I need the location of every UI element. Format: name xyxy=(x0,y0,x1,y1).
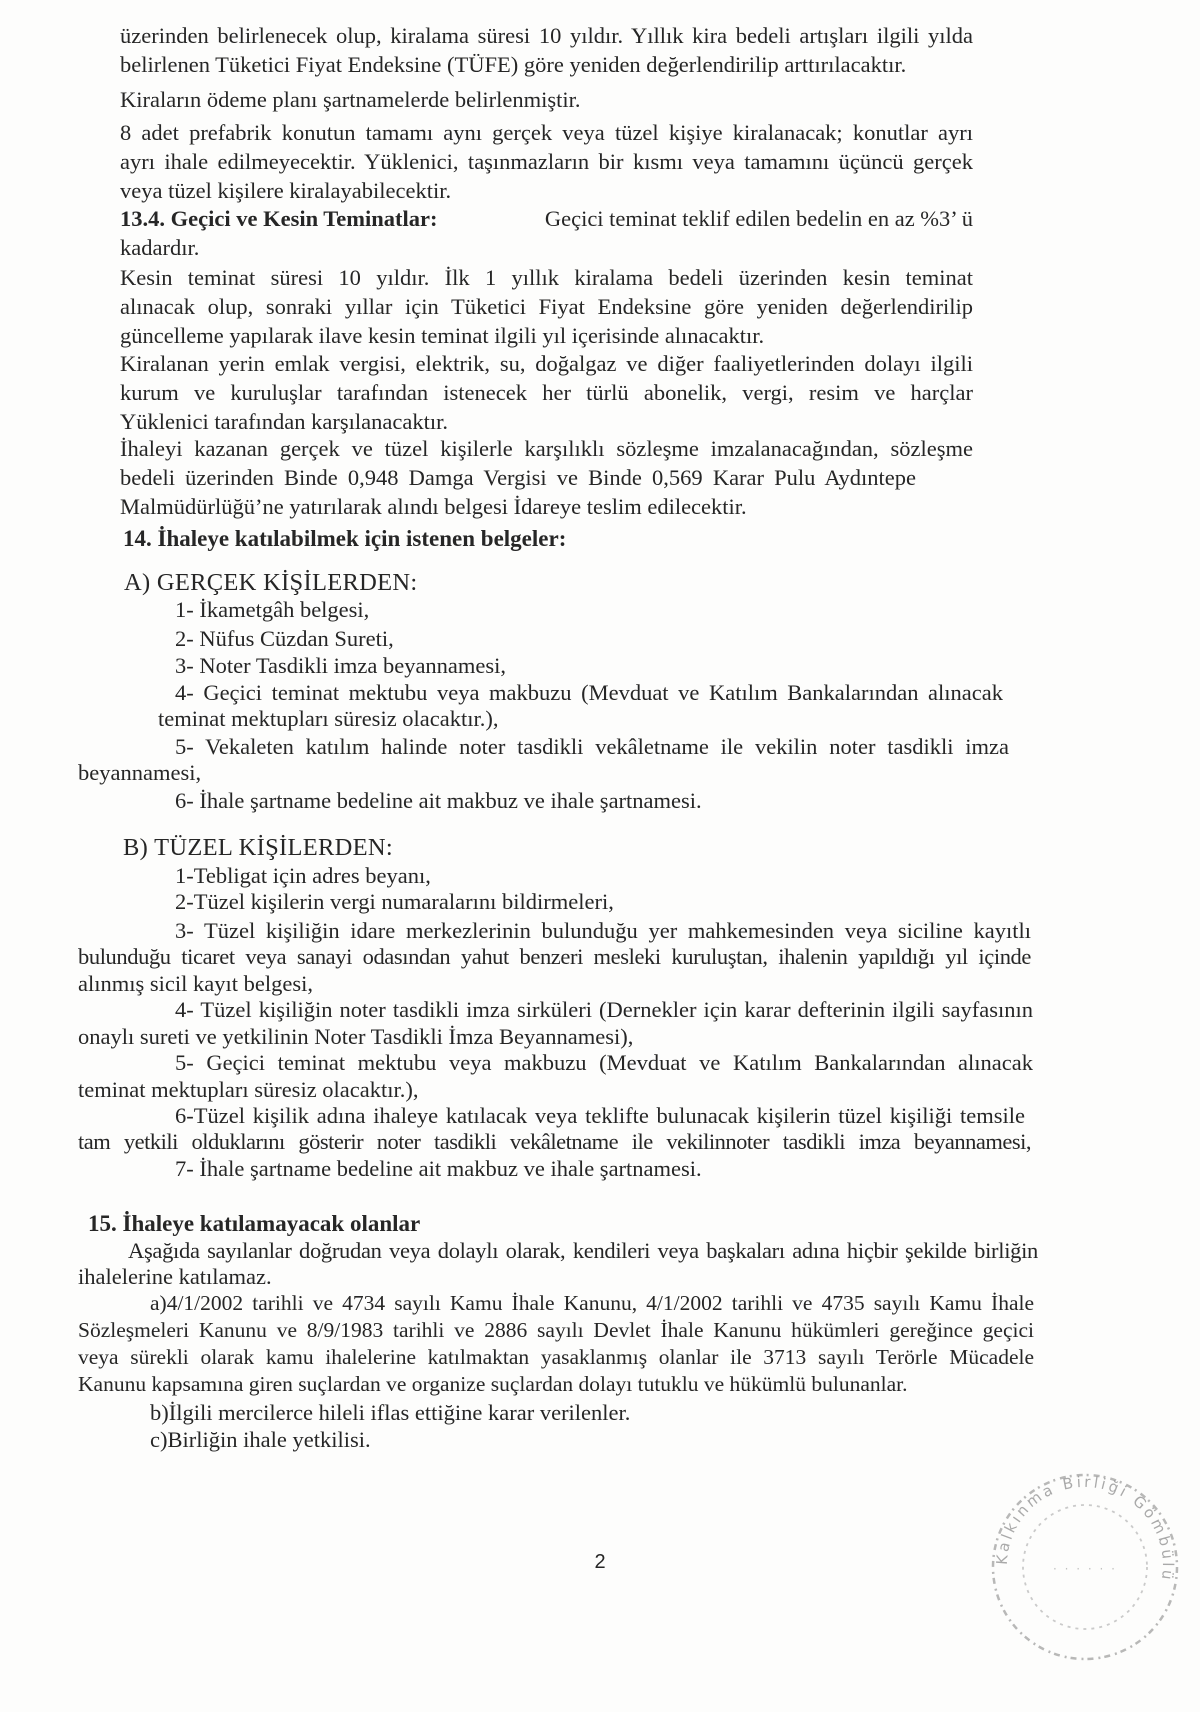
list-item-a xyxy=(78,1290,1034,1398)
text-line: üzerinden belirlenecek olup, kiralama süresi 10 yıldır. Yıllık kira bedeli artışları ilgili yılda xyxy=(120,23,973,48)
text-line: Malmüdürlüğü’ne yatırılarak alındı belgesi İdareye teslim edilecektir. xyxy=(120,494,747,519)
list-item-b: b)İlgili mercilerce hileli iflas ettiğine karar verilenler. xyxy=(150,1400,631,1425)
list-item: 5- Vekaleten katılım halinde noter tasdikli vekâletname ile vekilin noter tasdikli imza xyxy=(175,734,1009,759)
list-item: 3- Noter Tasdikli imza beyannamesi, xyxy=(175,653,507,678)
paragraph-payment-plan xyxy=(120,85,973,114)
list-item-c: c)Birliğin ihale yetkilisi. xyxy=(150,1427,371,1452)
text-line: 8 adet prefabrik konutun tamamı aynı gerçek veya tüzel kişiye kiralanacak; konutlar ayrı xyxy=(120,120,973,145)
text-line: a)4/1/2002 tarihli ve 4734 sayılı Kamu İhale Kanunu, 4/1/2002 tarihli ve 4735 sayılı Kamu İhale xyxy=(150,1291,1034,1315)
paragraph-final-guarantee xyxy=(120,263,973,350)
list-item: 3- Tüzel kişiliğin idare merkezlerinin bulunduğu yer mahkemesinden veya siciline kayıtlı xyxy=(175,918,1031,943)
section-heading: 13.4. Geçici ve Kesin Teminatlar: xyxy=(120,206,438,231)
text-line: bedeli üzerinden Binde 0,948 Damga Vergisi ve Binde 0,569 Karar Pulu Aydıntepe xyxy=(120,465,916,490)
text-line: İhaleyi kazanan gerçek ve tüzel kişilerle karşılıklı sözleşme imzalanacağından, sözleşme xyxy=(120,436,973,461)
list-item: 7- İhale şartname bedeline ait makbuz ve ihale şartnamesi. xyxy=(175,1156,702,1181)
page-number: 2 xyxy=(594,1551,606,1573)
paragraph-rental-term xyxy=(120,21,973,79)
text-line: ayrı ihale edilmeyecektir. Yüklenici, taşınmazların bir kısmı veya tamamını üçüncü gerçek xyxy=(120,149,973,174)
paragraph-taxes-fees xyxy=(120,349,973,436)
text-line: alınacak olup, sonraki yıllar için Tüketici Fiyat Endeksine göre yeniden değerlendirilip xyxy=(120,294,973,319)
list-item: 1-Tebligat için adres beyanı, xyxy=(175,863,431,888)
text-line: Kanunu kapsamına giren suçlardan ve organize suçlardan dolayı tutuklu ve hükümlü bulunanlar. xyxy=(78,1372,908,1396)
svg-text:Kalkınma Birliği Gömbülü: Kalkınma Birliği Gömbülü xyxy=(992,1472,1178,1584)
text-line: veya tüzel kişilere kiralayabilecektir. xyxy=(120,178,452,203)
text-line: güncelleme yapılarak ilave kesin teminat ilgili yıl içerisinde alınacaktır. xyxy=(120,323,765,348)
text-line: Yüklenici tarafından karşılanacaktır. xyxy=(120,409,448,434)
text-line: belirlenen Tüketici Fiyat Endeksine (TÜFE) göre yeniden değerlendirilip arttırılacaktır. xyxy=(120,52,907,77)
text-line: Kiraların ödeme planı şartnamelerde belirlenmiştir. xyxy=(120,87,581,112)
section-a-heading: A) GERÇEK KİŞİLERDEN: xyxy=(124,569,418,596)
list-item: 6-Tüzel kişilik adına ihaleye katılacak veya teklifte bulunacak kişilerin tüzel kişiliği temsile xyxy=(175,1103,1025,1128)
list-item: beyannamesi, xyxy=(78,760,202,785)
text-line: kadardır. xyxy=(120,235,200,260)
paragraph-prefab-housing xyxy=(120,118,973,205)
paragraph-contract-stamp-duty xyxy=(120,434,973,521)
text-line: ihalelerine katılamaz. xyxy=(78,1264,272,1289)
text-line: kurum ve kuruluşlar tarafından istenecek her türlü abonelik, vergi, resim ve harçlar xyxy=(120,380,973,405)
text-line: Sözleşmeleri Kanunu ve 8/9/1983 tarihli ve 2886 sayılı Devlet İhale Kanunu hükümleri gereğince geçici xyxy=(78,1318,1034,1342)
list-item: 2-Tüzel kişilerin vergi numaralarını bildirmeleri, xyxy=(175,889,614,914)
text-fragment: Geçici teminat teklif edilen bedelin en az %3’ ü xyxy=(544,206,973,231)
list-item: 6- İhale şartname bedeline ait makbuz ve ihale şartnamesi. xyxy=(175,788,702,813)
list-item: bulunduğu ticaret veya sanayi odasından yahut benzeri mesleki kuruluştan, ihalenin yapıldığı yıl içinde xyxy=(78,944,1031,969)
section-b-heading: B) TÜZEL KİŞİLERDEN: xyxy=(123,834,394,861)
section-14-heading: 14. İhaleye katılabilmek için istenen belgeler: xyxy=(123,526,567,551)
list-item: onaylı sureti ve yetkilinin Noter Tasdikli İmza Beyannamesi), xyxy=(78,1024,634,1049)
section-15-heading: 15. İhaleye katılamayacak olanlar xyxy=(88,1211,421,1236)
list-item: 4- Tüzel kişiliğin noter tasdikli imza sirküleri (Dernekler için karar defterinin ilgili sayfasının xyxy=(175,997,1033,1022)
list-item: 1- İkametgâh belgesi, xyxy=(175,597,370,622)
list-item: tam yetkili olduklarını gösterir noter tasdikli vekâletname ile vekilinnoter tasdikli imza beyannamesi, xyxy=(78,1129,1031,1154)
list-item: teminat mektupları süresiz olacaktır.), xyxy=(78,1077,419,1102)
list-item: 4- Geçici teminat mektubu veya makbuzu (Mevduat ve Katılım Bankalarından alınacak xyxy=(175,680,1003,705)
list-item: 2- Nüfus Cüzdan Sureti, xyxy=(175,626,394,651)
list-item: alınmış sicil kayıt belgesi, xyxy=(78,971,313,996)
list-item: teminat mektupları süresiz olacaktır.), xyxy=(158,706,499,731)
list-item: 5- Geçici teminat mektubu veya makbuzu (Mevduat ve Katılım Bankalarından alınacak xyxy=(175,1050,1033,1075)
section-13-4 xyxy=(120,204,973,262)
svg-text:· · · · · ·: · · · · · · xyxy=(1053,1562,1117,1576)
text-line: Kesin teminat süresi 10 yıldır. İlk 1 yıllık kiralama bedeli üzerinden kesin teminat xyxy=(120,265,973,290)
text-line: Kiralanan yerin emlak vergisi, elektrik, su, doğalgaz ve diğer faaliyetlerinden dolayı ilgili xyxy=(120,351,973,376)
text-line: veya sürekli olarak kamu ihalelerine katılmaktan yasaklanmış olanlar ile 3713 sayılı Terörle Mücadele xyxy=(78,1345,1034,1369)
text-line: Aşağıda sayılanlar doğrudan veya dolaylı olarak, kendileri veya başkaları adına hiçbir şekilde birliğin xyxy=(128,1238,1038,1263)
official-stamp xyxy=(985,1465,1185,1670)
text-line xyxy=(120,204,973,233)
